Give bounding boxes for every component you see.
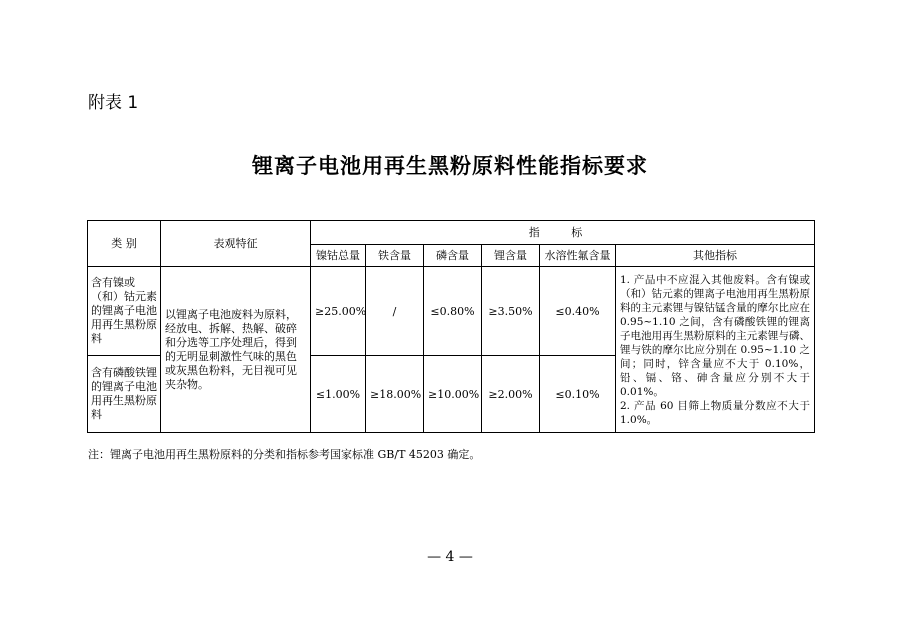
value-cell: ≤0.10% [540, 356, 616, 433]
indicator-table [87, 220, 815, 433]
header-indicators: 指 标 [311, 221, 815, 245]
page-number: — 4 — [427, 549, 473, 565]
value-cell: ≤1.00% [311, 356, 366, 433]
value-cell: / [366, 267, 424, 356]
table-row [88, 267, 815, 356]
value-cell: ≤0.40% [540, 267, 616, 356]
subheader-nico: 镍钴总量 [311, 245, 366, 267]
subheader-fluorine: 水溶性氟含量 [540, 245, 616, 267]
subheader-phosphorus: 磷含量 [424, 245, 482, 267]
value-cell: ≥25.00% [311, 267, 366, 356]
value-cell: ≥3.50% [482, 267, 540, 356]
subheader-lithium: 锂含量 [482, 245, 540, 267]
value-cell: ≥10.00% [424, 356, 482, 433]
subheader-other: 其他指标 [616, 245, 815, 267]
row-category: 含有镍或（和）钴元素的锂离子电池用再生黑粉原料 [88, 267, 161, 356]
row-category: 含有磷酸铁锂的锂离子电池用再生黑粉原料 [88, 356, 161, 433]
value-cell: ≥18.00% [366, 356, 424, 433]
page-title: 锂离子电池用再生黑粉原料性能指标要求 [252, 154, 648, 178]
subheader-iron: 铁含量 [366, 245, 424, 267]
appearance-cell: 以锂离子电池废料为原料，经放电、拆解、热解、破碎和分选等工序处理后，得到的无明显刺激性气味的黑色或灰黑色粉料，无目视可见夹杂物。 [161, 267, 311, 433]
annex-label: 附表 1 [88, 93, 139, 113]
table-note: 注：锂离子电池用再生黑粉原料的分类和指标参考国家标准 GB/T 45203 确定。 [88, 448, 481, 461]
other-indicators-cell: 1. 产品中不应混入其他废料。含有镍或（和）钴元素的锂离子电池用再生黑粉原料的主元素锂与镍钴锰含量的摩尔比应在 0.95~1.10 之间，含有磷酸铁锂的锂离子电池用再生黑粉原料的主元素锂与磷、锂与铁的摩尔比应分别在 0.95~1.10 之间；同时，锌含量应不大于 0.10%，铅、镉、铬、砷含量应分别不大于 0.01%。 2. 产品 60 目筛上物质量分数应不大于 1.0%。 [616, 267, 815, 433]
value-cell: ≤0.80% [424, 267, 482, 356]
header-category: 类 别 [88, 221, 161, 267]
header-appearance: 表观特征 [161, 221, 311, 267]
value-cell: ≥2.00% [482, 356, 540, 433]
